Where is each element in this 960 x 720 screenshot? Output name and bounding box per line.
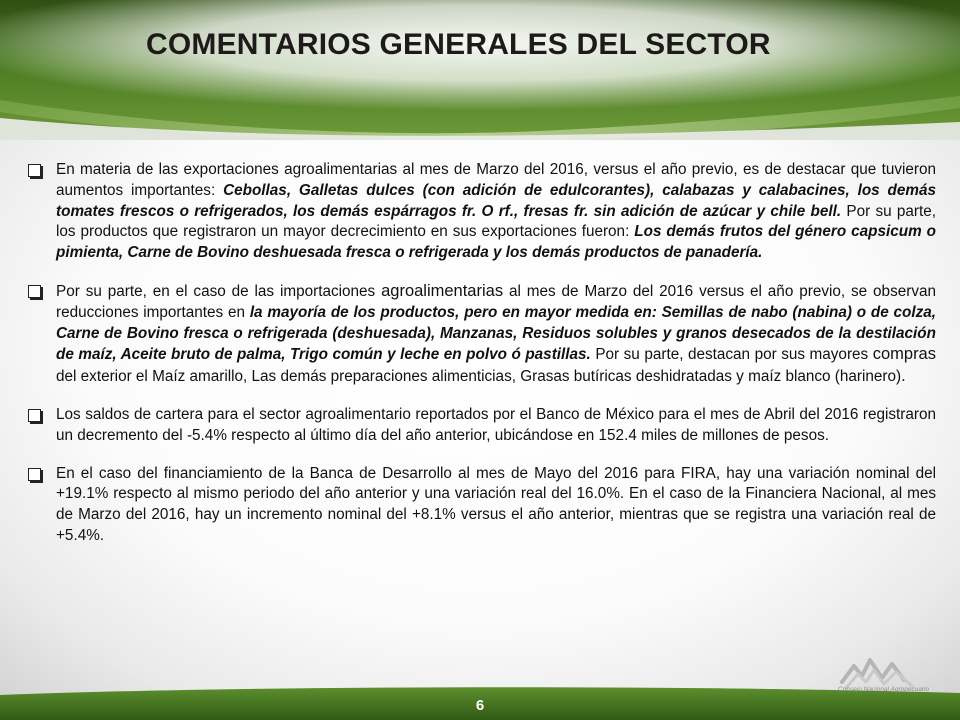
text-run: del exterior el [56,368,153,386]
checkbox-bullet-icon [28,468,41,481]
text-run: . [901,367,906,386]
text-run: respecto al mismo periodo del año anterior y una variación real del [108,485,577,503]
text-run: respecto al último día del año anterior, ubicándose [226,426,578,444]
text-run: al mes de [56,485,936,524]
bullet-item [28,464,936,547]
checkbox-bullet-icon [28,409,41,422]
text-run: el año previo, se observan reducciones importantes en [56,282,936,321]
bullet-item [28,405,936,447]
text-run: para el sector agroalimentario reportados por el [203,405,537,423]
text-run: Banco de México [536,405,655,423]
header-banner [0,0,960,140]
page-number: 6 [475,697,485,714]
text-run: el año previo, es de destacar que tuvieron aumentos importantes: [56,161,937,199]
text-run: Por su parte, en el caso de las [56,282,280,300]
bullet-text [56,160,936,264]
logo-caption: Consejo Nacional Agropecuario [838,686,930,693]
text-run: en 152.4 miles de millones de pesos. [577,426,829,444]
text-run: versus [593,161,639,178]
text-run: Maíz amarillo, Las demás preparaciones alimenticias, Grasas butíricas deshidratadas y maíz blanco (harinero) [152,368,902,386]
text-run: Cebollas, Galletas dulces (con adición de edulcorantes), calabazas y calabacines, los demás tomates frescos o refrigerados, los demás espárragos fr. O rf., fresas fr. sin adición de azúcar y chile bell. [56,181,936,220]
text-run: compras [872,345,936,364]
bullet-text [56,281,936,388]
text-run: 16.0%. [576,485,625,503]
text-run: el año anterior, mientras que se registra una [505,506,822,524]
bullet-item [28,281,936,388]
text-run: variación real de +5.4%. [56,506,937,544]
bullet-item [28,160,936,264]
text-run: En materia de las [56,161,184,178]
text-run: importaciones [279,282,382,300]
bullet-text [56,405,936,447]
text-run: En el caso del [56,464,164,482]
text-run: Los [56,405,86,423]
text-run: para el mes de [654,405,765,423]
text-run: Marzo del 2016 [476,161,584,178]
text-run: Marzo del 2016, [78,506,190,524]
text-run: FIRA [681,464,716,482]
text-run: , [583,161,594,178]
checkbox-bullet-icon [28,285,41,298]
text-run: , hay una variación nominal del [715,464,936,482]
text-run: financiamiento de la Banca de Desarrollo [163,464,452,482]
text-run: al mes de [503,282,585,300]
text-run: versus [699,282,745,300]
text-run: Por su parte, destacan por sus mayores [590,346,873,364]
text-run: Mayo del 2016 [534,464,639,482]
bullet-text [56,464,936,547]
text-run: al mes de [451,464,535,482]
text-run: Financiera Nacional, [745,485,886,503]
text-run: la mayoría de los productos, pero en mayor medida en: Semillas de nabo (nabina) o de colza, Carne de Bovino fresca o refrigerada (deshuesada), Manzanas, Residuos solubles y granos desecados de la destilación de maíz, Aceite bruto de palma, Trigo común y leche en polvo ó pastillas. [56,303,937,364]
text-run: registraron un [56,405,937,444]
text-run: decremento del -5.4% [77,426,227,444]
text-run: hay un [189,506,247,524]
page-title: COMENTARIOS GENERALES DEL SECTOR [146,28,771,61]
text-run: para [638,464,682,482]
text-run: exportaciones agroalimentarias [183,161,398,178]
text-run: versus [460,506,506,524]
text-run: Abril del 2016 [764,405,859,423]
text-run: En el caso de la [624,485,746,503]
text-run: Por su parte, los productos que registraron un mayor decrecimiento en sus exportaciones fueron: [56,202,936,241]
text-run: Marzo del 2016 [584,282,694,300]
content-body [28,160,936,564]
text-run: saldos de cartera [85,405,204,423]
text-run: al mes de [397,161,477,178]
text-run: +19.1% [56,485,109,503]
text-run: agroalimentarias [381,281,504,300]
text-run: Los demás frutos del género capsicum o pimienta, Carne de Bovino deshuesada fresca o refrigerada y los demás productos de panadería. [56,223,936,262]
text-run: incremento nominal del +8.1% [246,506,456,524]
checkbox-bullet-icon [28,164,41,177]
